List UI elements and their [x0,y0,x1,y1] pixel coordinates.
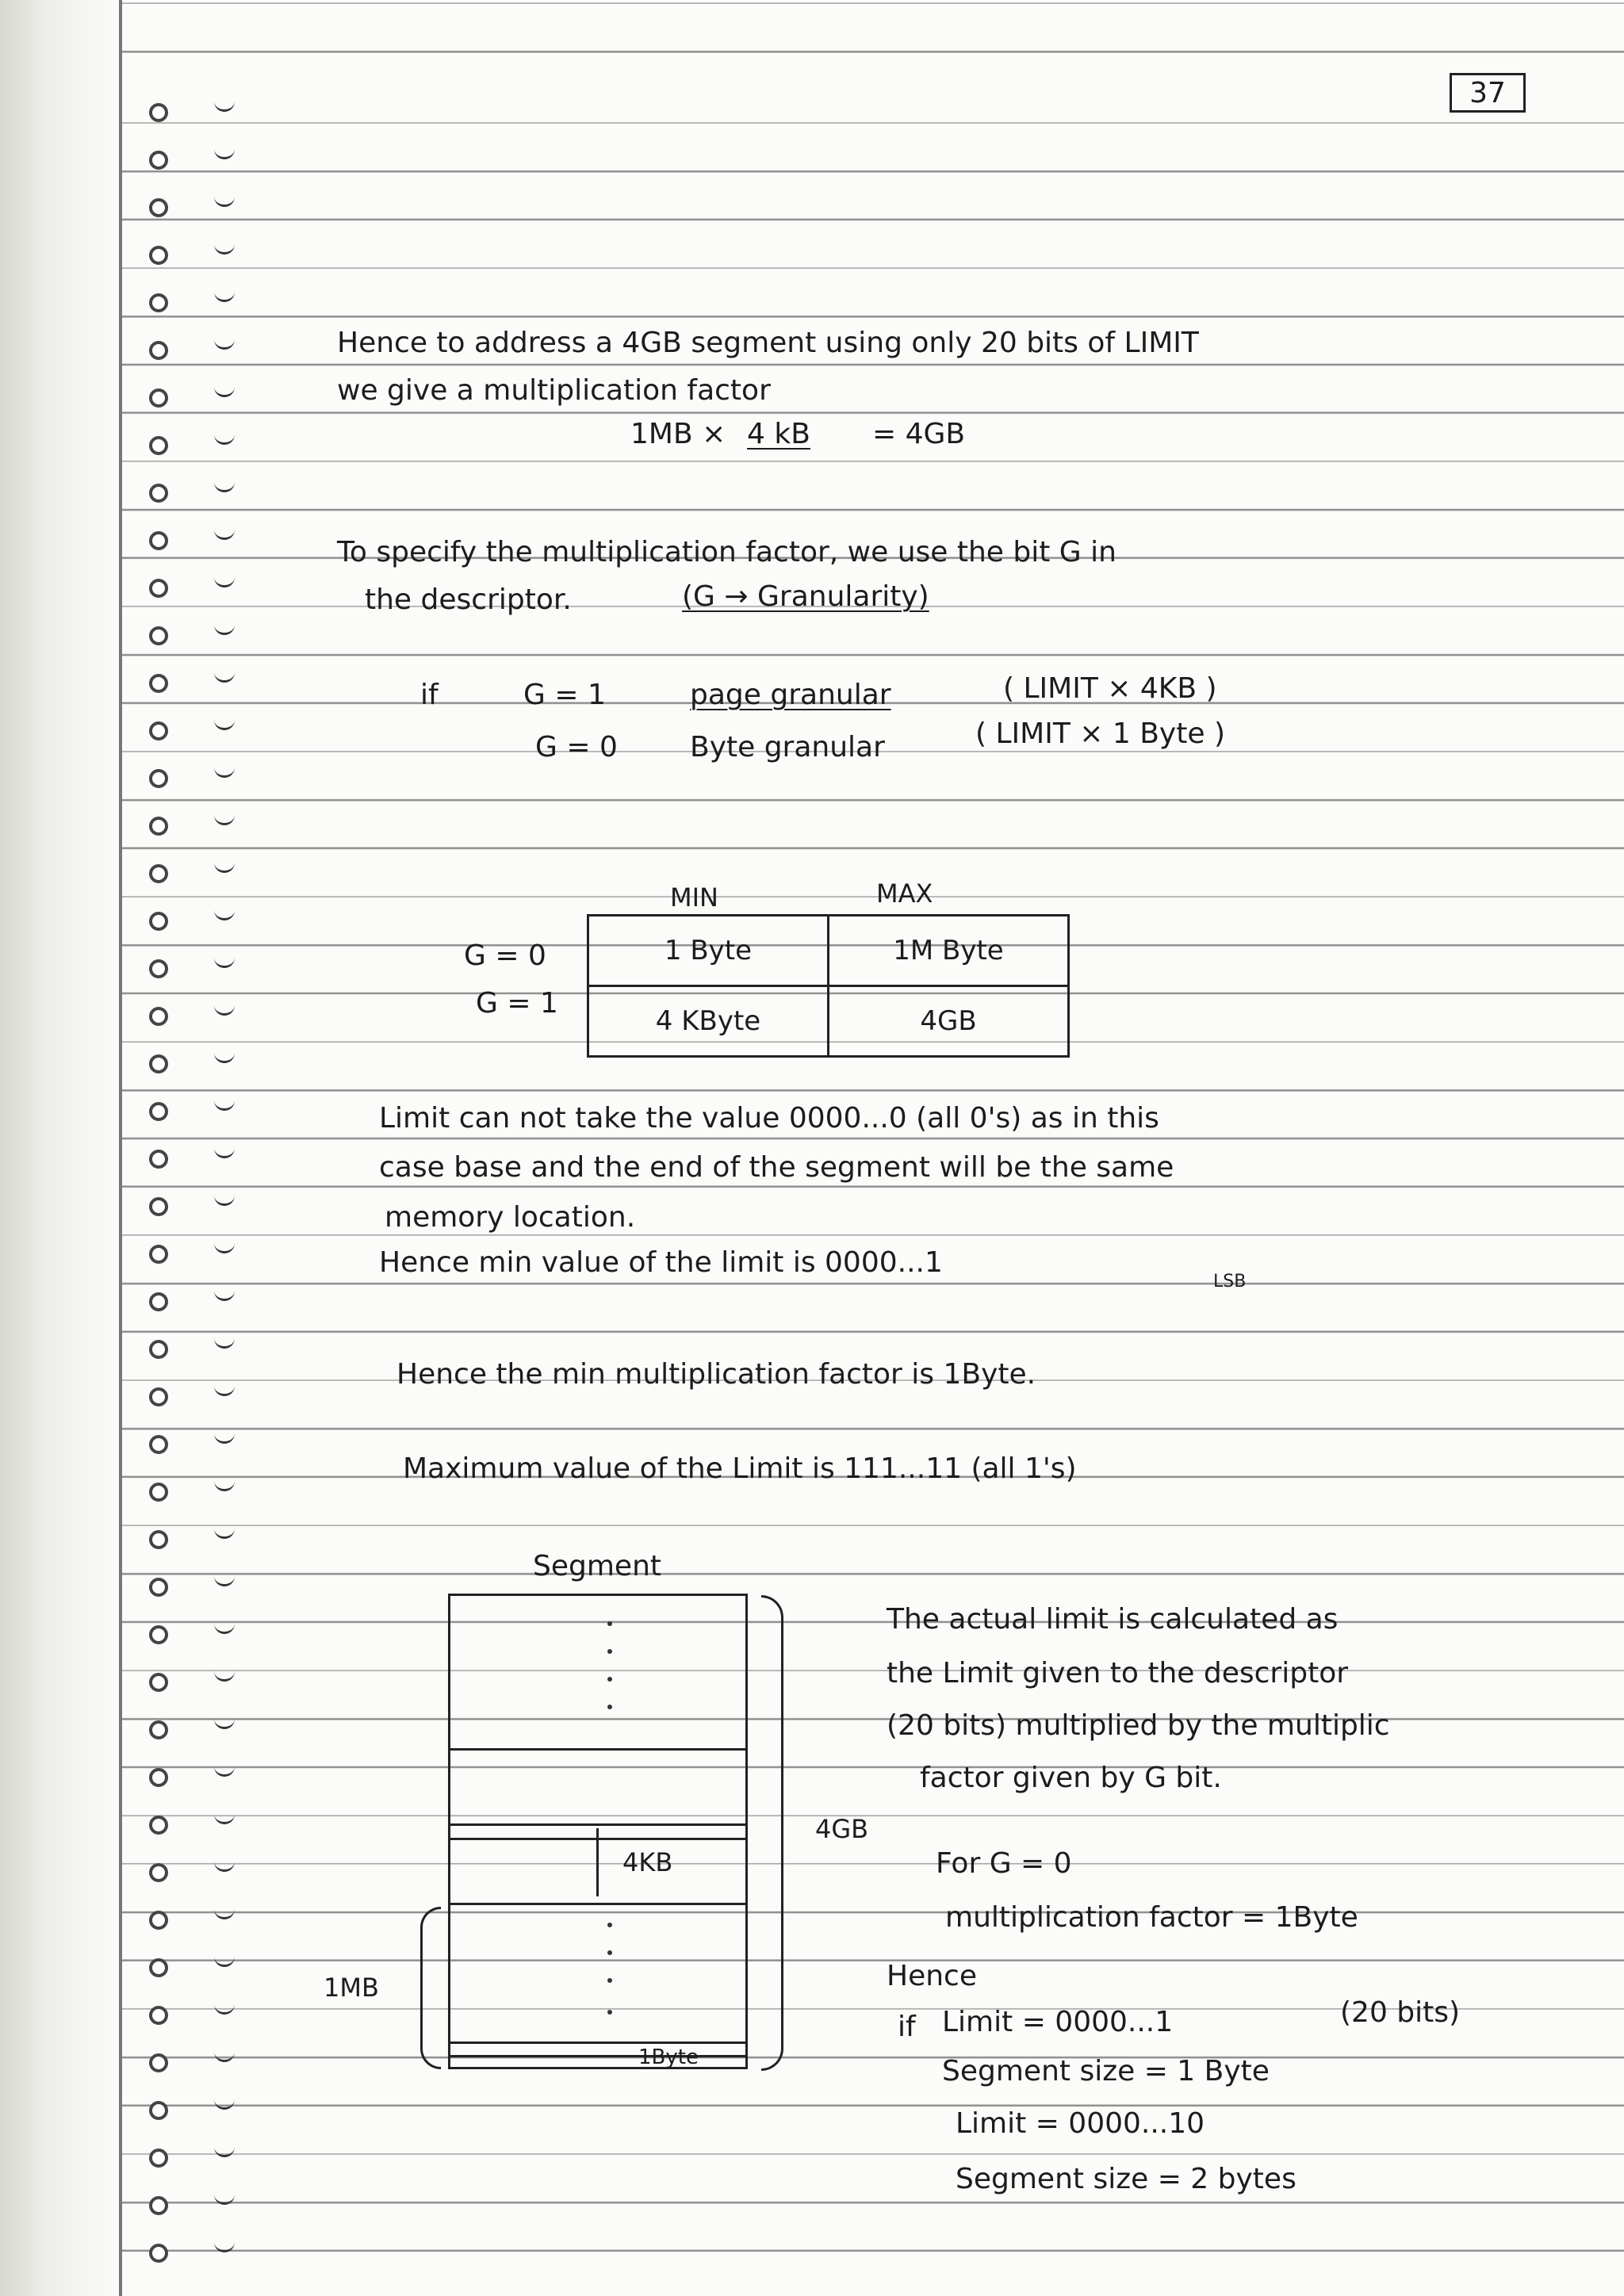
binding-hole [149,1673,168,1692]
explain-line5: For G = 0 [936,1847,1072,1880]
margin-tick [214,1432,235,1444]
g1-name: page granular [690,679,891,711]
row-label-g1: G = 1 [476,987,558,1020]
binding-hole [149,959,168,978]
binding-hole [149,2196,168,2215]
col-header-min: MIN [670,882,718,913]
binding-hole [149,198,168,217]
binding-hole [149,1007,168,1026]
binding-hole [149,1911,168,1930]
margin-tick [214,1384,235,1396]
margin-tick [214,861,235,873]
binding-hole [149,817,168,836]
size-1mb-label: 1MB [324,1973,379,2003]
binding-hole [149,1102,168,1121]
row-label-g0: G = 0 [464,939,546,972]
para3-line4: Hence min value of the limit is 0000...1 [379,1246,943,1279]
margin-tick [214,2003,235,2015]
binding-hole [149,341,168,360]
margin-tick [214,480,235,492]
explain-line1: The actual limit is calculated as [887,1603,1339,1636]
binding-hole [149,293,168,312]
para3-line5: Hence the min multiplication factor is 1Byte. [396,1358,1036,1391]
margin-tick [214,1194,235,1206]
binding-hole [149,2053,168,2072]
page-number: 37 [1469,77,1506,109]
margin-tick [214,623,235,635]
binding-hole [149,769,168,788]
margin-tick [214,1479,235,1491]
brace-4gb [761,1595,783,2071]
para1-line1: Hence to address a 4GB segment using only 20 bits of LIMIT [337,327,1199,359]
explain-line9: Segment size = 1 Byte [942,2055,1270,2087]
binding-hole [149,1150,168,1169]
margin-tick [214,1337,235,1349]
para3-line6: Maximum value of the Limit is 111...11 (all 1's) [403,1452,1077,1485]
binding-hole [149,531,168,550]
margin-tick [214,528,235,540]
segment-divider-4 [448,1903,748,1905]
para3-line1: Limit can not take the value 0000...0 (all 0's) as in this [379,1102,1159,1135]
margin-tick [214,1146,235,1158]
lsb-label: LSB [1213,1272,1247,1292]
g0-formula: ( LIMIT × 1 Byte ) [975,718,1225,750]
margin-tick [214,385,235,397]
explain-line8-if: if [898,2011,916,2043]
spiral-binding [0,0,119,2296]
g0-name: Byte granular [690,731,885,763]
equation-part-c: = 4GB [872,418,966,450]
margin-tick [214,2050,235,2062]
para3-line2: case base and the end of the segment will be the same [379,1151,1174,1184]
binding-hole [149,1197,168,1216]
binding-hole [149,1816,168,1835]
margin-tick [214,338,235,350]
margin-tick [214,2193,235,2205]
table-cell-g1-min: 4 KByte [588,986,829,1057]
binding-hole [149,103,168,122]
segment-divider-6 [448,2055,748,2057]
margin-tick [214,1242,235,1253]
ellipsis-dot [607,2010,612,2015]
binding-hole [149,579,168,598]
explain-line8-bits: (20 bits) [1340,1996,1461,2029]
size-4gb-label: 4GB [815,1814,869,1844]
table-row [588,916,1069,986]
ellipsis-dot [607,1923,612,1927]
ellipsis-dot [607,1978,612,1983]
explain-line7: Hence [887,1960,977,1992]
g1-formula: ( LIMIT × 4KB ) [1003,672,1217,705]
explain-line4: factor given by G bit. [920,1762,1222,1794]
margin-tick [214,1575,235,1586]
binding-hole [149,2149,168,2168]
granularity-table [587,914,1070,1058]
margin-tick [214,766,235,778]
segment-divider-5 [448,2042,748,2044]
para2-line1: To specify the multiplication factor, we use the bit G in [337,536,1116,568]
margin-tick [214,1812,235,1824]
para3-line3: memory location. [385,1201,636,1234]
binding-hole [149,1340,168,1359]
margin-tick [214,2241,235,2252]
binding-hole [149,1483,168,1502]
margin-tick [214,290,235,302]
explain-line10: Limit = 0000...10 [956,2107,1205,2140]
binding-hole [149,1435,168,1454]
margin-tick [214,1955,235,1967]
binding-hole [149,721,168,740]
binding-hole [149,1054,168,1073]
binding-hole [149,151,168,170]
explain-line2: the Limit given to the descriptor [887,1657,1349,1689]
margin-tick [214,671,235,683]
binding-hole [149,388,168,408]
if-label: if [420,679,439,711]
segment-divider-2 [448,1823,748,1826]
binding-hole [149,1245,168,1264]
segment-divider-1 [448,1748,748,1751]
margin-tick [214,1670,235,1682]
binding-hole [149,484,168,503]
g1-label: G = 1 [523,679,606,711]
margin-tick [214,2098,235,2110]
binding-hole [149,674,168,693]
table-cell-g0-max: 1M Byte [829,916,1069,986]
margin-tick [214,576,235,587]
explain-line3: (20 bits) multiplied by the multiplic [887,1709,1390,1742]
brace-1mb [420,1907,441,2069]
margin-tick [214,243,235,254]
margin-tick [214,1004,235,1016]
table-row [588,986,1069,1057]
para2-line2-b: (G → Granularity) [682,580,929,613]
explain-line8: Limit = 0000...1 [942,2006,1174,2038]
margin-tick [214,1908,235,1919]
binding-hole [149,626,168,645]
margin-tick [214,433,235,445]
equation-part-b: 4 kB [747,418,810,450]
margin-tick [214,1622,235,1634]
binding-hole [149,1578,168,1597]
para2-line2-a: the descriptor. [365,584,572,616]
binding-hole [149,1720,168,1739]
binding-hole [149,1625,168,1644]
binding-hole [149,912,168,931]
binding-hole [149,436,168,455]
table-cell-g1-max: 4GB [829,986,1069,1057]
margin-tick [214,718,235,730]
margin-tick [214,956,235,968]
margin-tick [214,195,235,207]
4kb-arrow [596,1828,599,1896]
binding-hole [149,2101,168,2120]
ellipsis-dot [607,1950,612,1955]
margin-tick [214,1051,235,1063]
binding-hole [149,1768,168,1787]
ellipsis-dot [607,1621,612,1626]
margin-tick [214,2145,235,2157]
binding-hole [149,1958,168,1977]
margin-tick [214,1765,235,1777]
binding-hole [149,1530,168,1549]
margin-tick [214,147,235,159]
margin-tick [214,1860,235,1872]
col-header-max: MAX [876,878,933,909]
ellipsis-dot [607,1649,612,1654]
margin-tick [214,100,235,112]
ellipsis-dot [607,1705,612,1709]
binding-hole [149,1292,168,1311]
margin-line [119,0,122,2296]
ellipsis-dot [607,1677,612,1682]
segment-label: Segment [533,1550,661,1582]
table-cell-g0-min: 1 Byte [588,916,829,986]
margin-tick [214,909,235,920]
explain-line11: Segment size = 2 bytes [956,2163,1297,2195]
para1-line2: we give a multiplication factor [337,374,771,407]
margin-tick [214,1099,235,1111]
binding-hole [149,246,168,265]
binding-hole [149,864,168,883]
binding-hole [149,1863,168,1882]
page-number-box [1450,73,1526,113]
binding-hole [149,1387,168,1406]
margin-tick [214,1527,235,1539]
g0-label: G = 0 [535,731,618,763]
margin-tick [214,1289,235,1301]
size-1byte-label: 1Byte [638,2045,699,2069]
binding-hole [149,2006,168,2025]
margin-tick [214,1717,235,1729]
equation-part-a: 1MB × [630,418,726,450]
explain-line6: multiplication factor = 1Byte [945,1901,1358,1934]
margin-tick [214,813,235,825]
binding-hole [149,2244,168,2263]
size-4kb-label: 4KB [622,1847,673,1877]
